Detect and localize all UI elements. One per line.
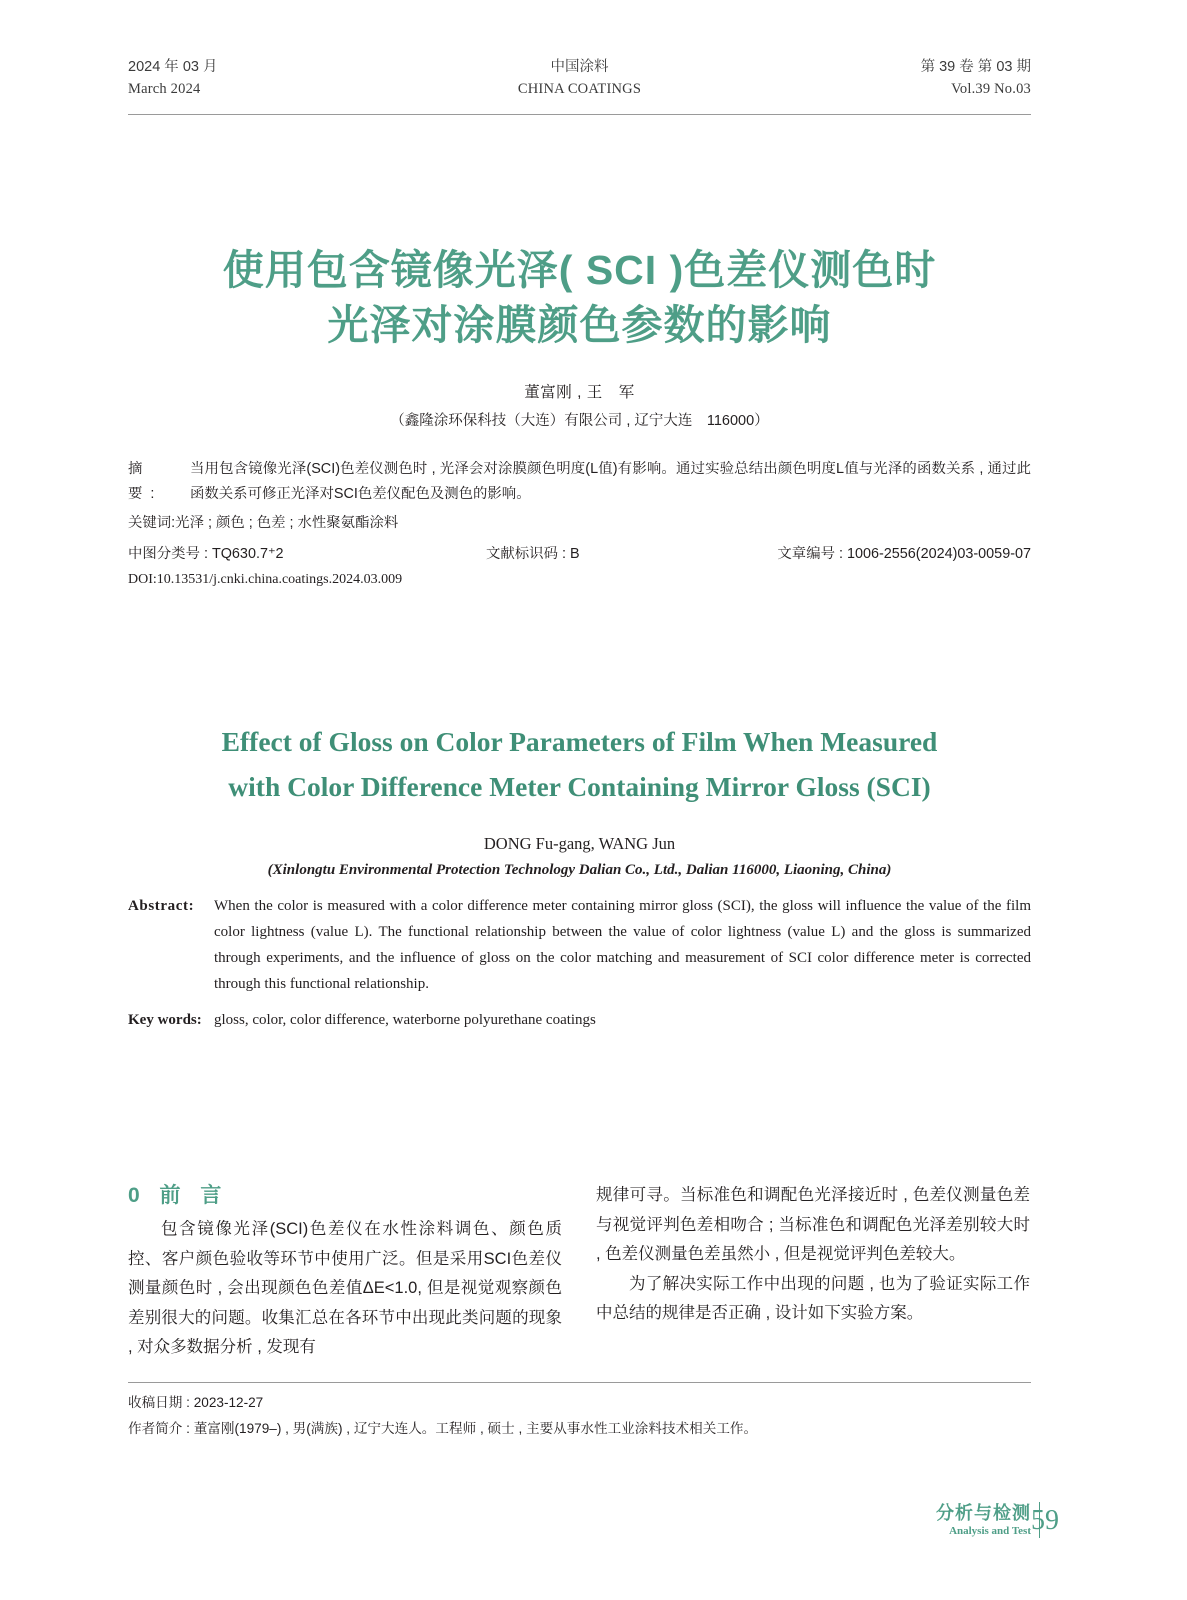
keywords-cn-label: 关键词:: [128, 515, 176, 531]
clc-number: 中图分类号 : TQ630.7⁺2: [128, 546, 284, 562]
page-title-cn: [128, 243, 1031, 353]
keywords-en-text: gloss, color, color difference, waterborne polyurethane coatings: [214, 1012, 596, 1028]
body-columns: [128, 1181, 1031, 1363]
page-title-en: [128, 719, 1031, 809]
footer-section-en: Analysis and Test: [949, 1525, 1031, 1537]
footnotes: [128, 1390, 1031, 1442]
page-content: [128, 0, 1031, 1363]
keywords-en-label: Key words:: [128, 1012, 202, 1028]
affiliation-en: (Xinlongtu Environmental Protection Technology Dalian Co., Ltd., Dalian 116000, Liaoning, China): [267, 862, 892, 878]
keywords-cn-text: 光泽 ; 颜色 ; 色差 ; 水性聚氨酯涂料: [175, 515, 399, 531]
footer-section-cn: 分析与检测: [936, 1503, 1031, 1523]
page-footer-section: [936, 1502, 1031, 1538]
abstract-cn-text: 当用包含镜像光泽(SCI)色差仪测色时 , 光泽会对涂膜颜色明度(L值)有影响。通过实验总结出颜色明度L值与光泽的函数关系 , 通过此函数关系可修正光泽对SCI色差仪配色及测色的影响。: [190, 461, 1031, 502]
section-heading-introduction: 0 前 言: [128, 1184, 229, 1207]
keywords-cn: [128, 511, 1031, 536]
abstract-cn: [128, 457, 1031, 507]
article-number: 文章编号 : 1006-2556(2024)03-0059-07: [777, 546, 1031, 562]
body-paragraph: 规律可寻。当标准色和调配色光泽接近时 , 色差仪测量色差与视觉评判色差相吻合 ; 当标准色和调配色光泽差别较大时 , 色差仪测量色差虽然小 , 但是视觉评判色差较大。: [596, 1186, 1030, 1263]
page-number: 59: [1031, 1505, 1059, 1536]
keywords-en: [128, 1007, 1031, 1033]
affiliation-cn: （鑫隆涂环保科技（大连）有限公司 , 辽宁大连 116000）: [390, 413, 769, 429]
volume-issue-en: Vol.39 No.03: [951, 81, 1031, 97]
document-code: 文献标识码 : B: [486, 546, 580, 562]
title-cn-line2: 光泽对涂膜颜色参数的影响: [327, 302, 832, 348]
abstract-en-text: When the color is measured with a color difference meter containing mirror gloss (SCI), the gloss will influence the value of the film color lightness (value L). The functional relationship between the value of color lightness (value L) and the gloss is summarized through experiments, and the influence of gloss on the color matching and measurement of SCI color difference meter is corrected through this functional relationship.: [214, 898, 1031, 992]
footnote-divider: [128, 1382, 1031, 1383]
running-head: [128, 56, 1031, 115]
issue-date-en: March 2024: [128, 81, 201, 97]
author-biography: 作者简介 : 董富刚(1979–) , 男(满族) , 辽宁大连人。工程师 , 硕士 , 主要从事水性工业涂料技术相关工作。: [128, 1421, 758, 1436]
journal-name-cn: 中国涂料: [550, 59, 609, 75]
title-en-line2: with Color Difference Meter Containing Mirror Gloss (SCI): [228, 771, 931, 802]
article-meta-cn: [128, 542, 1031, 567]
title-cn-line1: 使用包含镜像光泽( SCI )色差仪测色时: [222, 247, 937, 293]
body-paragraph: 包含镜像光泽(SCI)色差仪在水性涂料调色、颜色质控、客户颜色验收等环节中使用广泛。但是采用SCI色差仪测量颜色时 , 会出现颜色色差值ΔE<1.0, 但是视觉观察颜色差别很大的问题。收集汇总在各环节中出现此类问题的现象 , 对众多数据分析 , 发现有: [128, 1220, 562, 1356]
body-column-left: [128, 1181, 562, 1363]
abstract-cn-label: 摘 要:: [128, 461, 163, 502]
abstract-en: [128, 893, 1031, 997]
body-column-right: [596, 1181, 1030, 1363]
authors-cn: 董富刚 , 王 军: [524, 384, 635, 401]
abstract-en-label: Abstract:: [128, 898, 195, 914]
journal-name-en: CHINA COATINGS: [517, 81, 642, 97]
received-date: 收稿日期 : 2023-12-27: [128, 1395, 264, 1410]
volume-issue-cn: 第 39 卷 第 03 期: [920, 59, 1031, 75]
running-head-right: [921, 56, 1031, 100]
authors-en: DONG Fu-gang, WANG Jun: [483, 834, 676, 853]
issue-date-cn: 2024 年 03 月: [128, 59, 218, 75]
doi-text: DOI:10.13531/j.cnki.china.coatings.2024.03.009: [128, 572, 403, 587]
body-paragraph: 为了解决实际工作中出现的问题 , 也为了验证实际工作中总结的规律是否正确 , 设计如下实验方案。: [596, 1274, 1030, 1322]
title-en-line1: Effect of Gloss on Color Parameters of Film When Measured: [221, 726, 938, 757]
running-head-center: [128, 56, 1031, 100]
